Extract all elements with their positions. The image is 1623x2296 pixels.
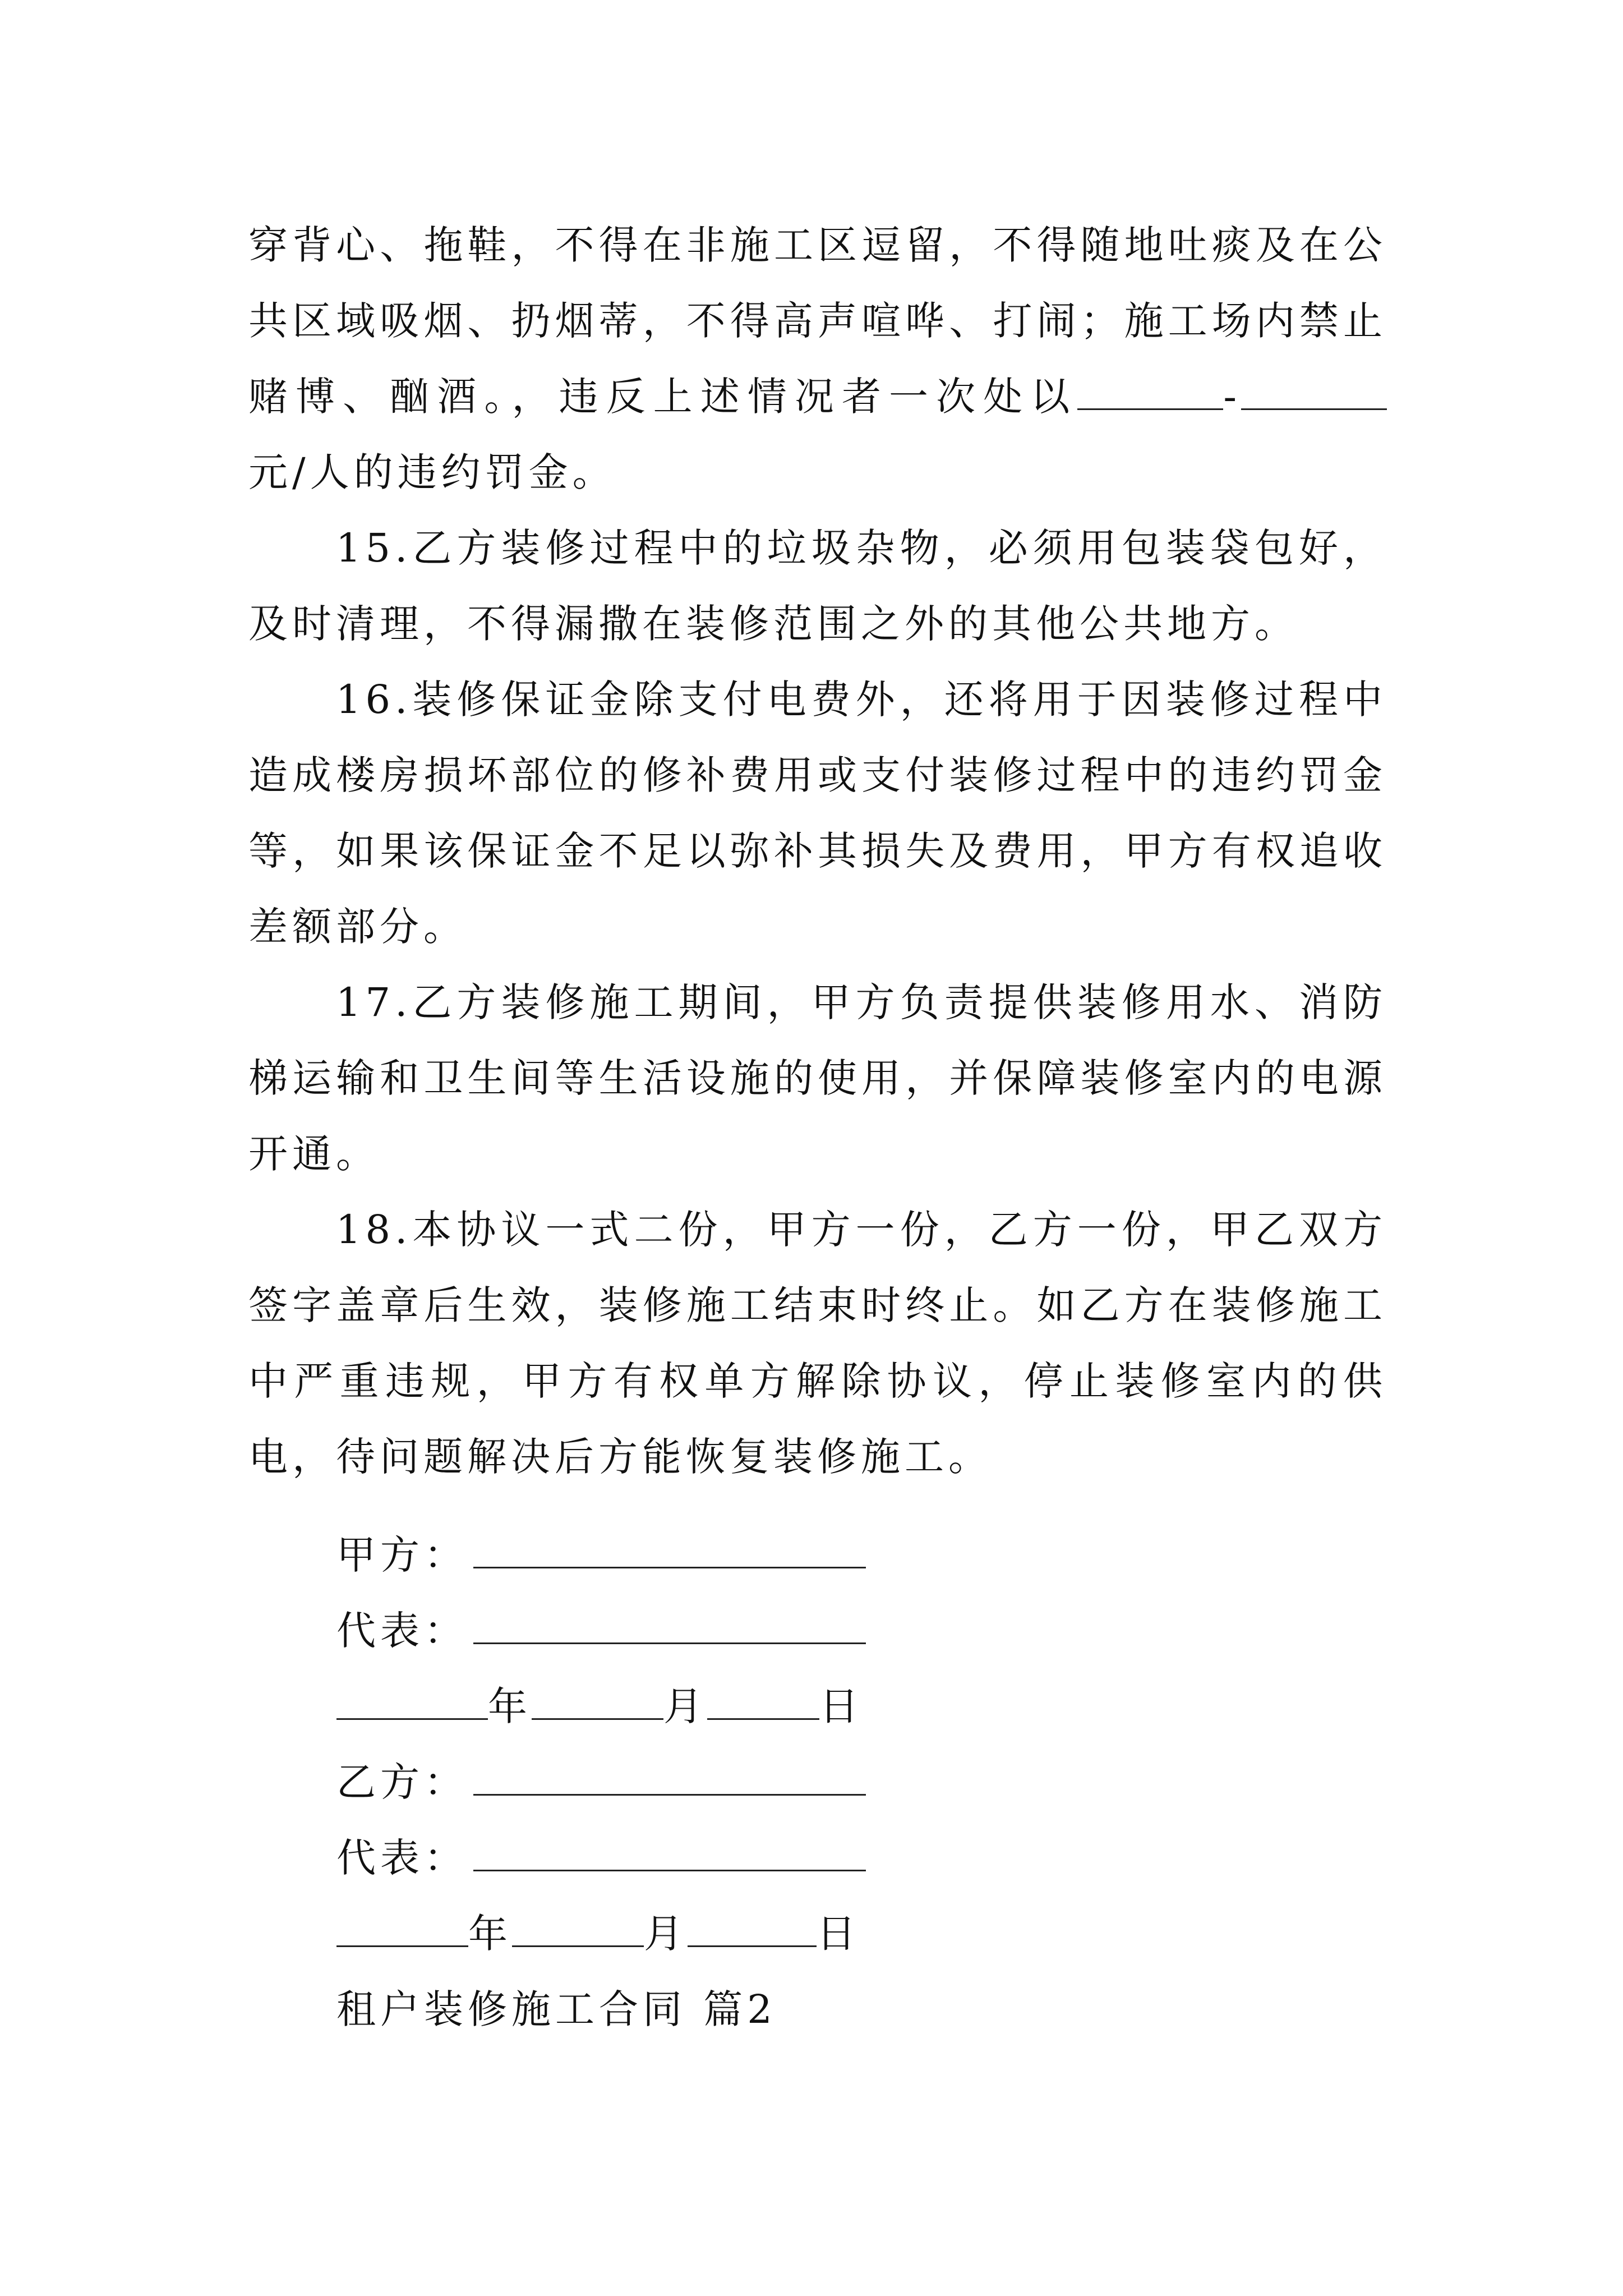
contract-body bbox=[248, 208, 1387, 1495]
party-b-date-row bbox=[336, 1896, 866, 1972]
paragraph-15: 15.乙方装修过程中的垃圾杂物，必须用包装袋包好，及时清理，不得漏撒在装修范围之外的其他公共地方。 bbox=[248, 525, 1387, 647]
party-b-rep-row bbox=[336, 1820, 866, 1896]
party-b-label: 乙方： bbox=[336, 1759, 468, 1805]
party-b-rep-label: 代表： bbox=[336, 1835, 468, 1881]
party-b-signature-line bbox=[473, 1755, 866, 1796]
party-a-year-blank bbox=[336, 1679, 488, 1720]
party-a-row bbox=[336, 1517, 866, 1593]
party-a-label: 甲方： bbox=[336, 1532, 468, 1578]
party-b-day-label: 日 bbox=[817, 1911, 860, 1957]
party-a-date-row bbox=[336, 1669, 866, 1745]
party-b-month-label: 月 bbox=[644, 1911, 688, 1957]
party-b-row bbox=[336, 1745, 866, 1820]
party-a-day-label: 日 bbox=[819, 1683, 863, 1729]
party-a-month-blank bbox=[532, 1679, 663, 1720]
next-section-title: 租户装修施工合同 篇2 bbox=[336, 1986, 777, 2032]
party-b-year-label: 年 bbox=[468, 1911, 512, 1957]
fine-max-blank bbox=[1241, 374, 1387, 410]
party-b-year-blank bbox=[336, 1906, 468, 1947]
party-a-month-label: 月 bbox=[663, 1683, 707, 1729]
paragraph-14-continuation bbox=[248, 208, 1387, 510]
dash-text: - bbox=[1223, 374, 1241, 420]
party-a-signature-line bbox=[473, 1527, 866, 1568]
signature-block bbox=[336, 1517, 866, 1972]
party-a-rep-row bbox=[336, 1593, 866, 1669]
party-a-rep-signature-line bbox=[473, 1603, 866, 1644]
paragraph-18: 18.本协议一式二份，甲方一份，乙方一份，甲乙双方签字盖章后生效，装修施工结束时终止。如乙方在装修施工中严重违规，甲方有权单方解除协议，停止装修室内的供电，待问题解决后方能恢复装修施工。 bbox=[248, 1207, 1387, 1480]
party-b-day-blank bbox=[688, 1906, 817, 1947]
party-a-year-label: 年 bbox=[488, 1683, 532, 1729]
party-b-rep-signature-line bbox=[473, 1830, 866, 1871]
paragraph-17: 17.乙方装修施工期间，甲方负责提供装修用水、消防梯运输和卫生间等生活设施的使用，并保障装修室内的电源开通。 bbox=[248, 979, 1387, 1177]
party-b-month-blank bbox=[512, 1906, 644, 1947]
party-a-day-blank bbox=[707, 1679, 819, 1720]
party-a-rep-label: 代表： bbox=[336, 1608, 468, 1654]
continuation-end-text: 元/人的违约罚金。 bbox=[248, 449, 616, 495]
continuation-text: 穿背心、拖鞋，不得在非施工区逗留，不得随地吐痰及在公共区域吸烟、扔烟蒂，不得高声喧哗、打闹；施工场内禁止赌博、酗酒。，违反上述情况者一次处以 bbox=[248, 222, 1387, 420]
paragraph-16: 16.装修保证金除支付电费外，还将用于因装修过程中造成楼房损坏部位的修补费用或支付装修过程中的违约罚金等，如果该保证金不足以弥补其损失及费用，甲方有权追收差额部分。 bbox=[248, 677, 1387, 950]
fine-min-blank bbox=[1077, 374, 1223, 410]
